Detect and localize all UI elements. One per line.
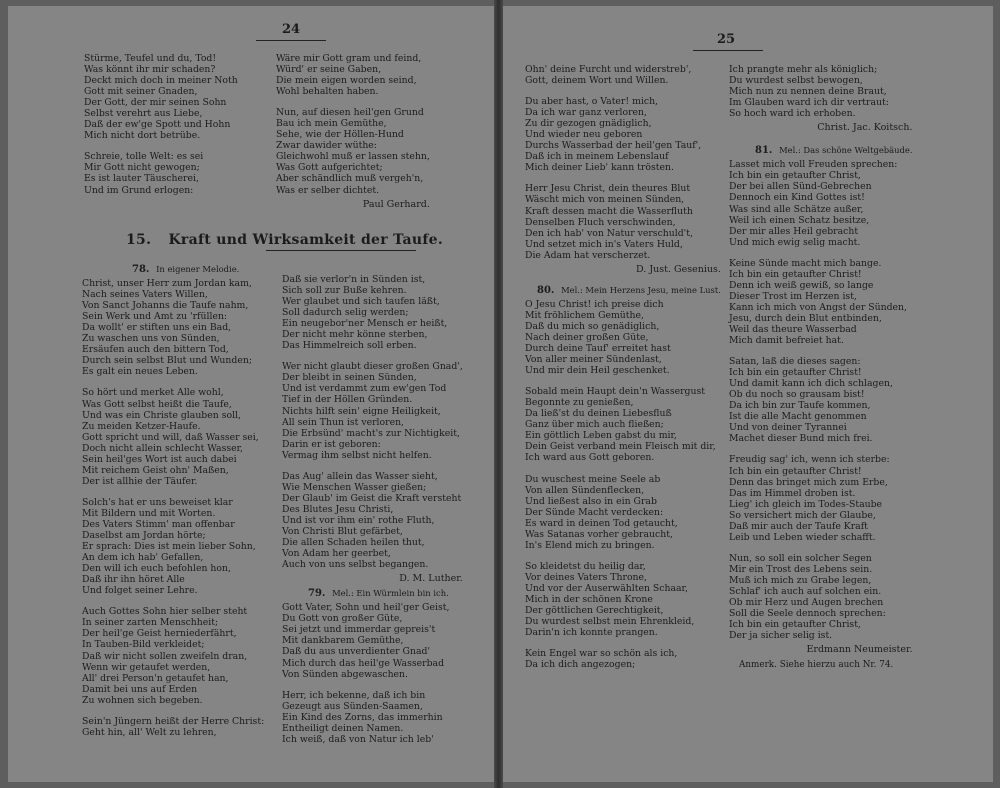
verse-line: Die mein eigen worden seind, — [276, 75, 417, 87]
verse-line: Von Sünden abgewaschen. — [282, 668, 408, 680]
left-col2-top-lines — [276, 53, 430, 196]
verse-line: Weil ich einen Schatz besitze, — [729, 214, 870, 226]
verse-line: Wenn wir getaufet werden, — [82, 661, 211, 673]
verse-line: An dem ich hab' Gefallen, — [82, 552, 204, 564]
verse-line: Muß ich mich zu Grabe legen, — [729, 574, 872, 586]
verse-line: All' drei Person'n getaufet han, — [82, 672, 229, 684]
stanza-gap — [729, 346, 913, 356]
verse-line: Die allen Schaden heilen thut, — [282, 537, 425, 549]
page-number: 24 — [281, 22, 301, 37]
verse-line: Er sprach: Dies ist mein lieber Sohn, — [82, 541, 256, 553]
verse-line: Dein Geist verband mein Fleisch mit dir, — [525, 441, 716, 453]
section-title-rule — [266, 250, 416, 251]
verse-line: Gleichwohl muß er lassen stehn, — [276, 151, 430, 163]
verse-line: Zu wohnen sich begeben. — [82, 694, 203, 706]
verse-line: Gott, deinem Wort und Willen. — [525, 75, 669, 87]
stanza-gap — [276, 97, 430, 107]
verse-line: Wer nicht glaubt dieser großen Gnad', — [282, 361, 463, 373]
stanza-gap — [525, 464, 721, 474]
verse-line: Der nicht mehr könne sterben, — [282, 329, 428, 341]
verse-line: Ist die alle Macht genommen — [729, 411, 867, 423]
verse-line: Auch Gottes Sohn hier selber steht — [82, 606, 248, 618]
verse-line: Nichts hilft sein' eigne Heiligkeit, — [282, 405, 441, 417]
verse-line: Denn ich weiß gewiß, so lange — [729, 279, 874, 291]
verse-line: Daß der ew'ge Spott und Hohn — [84, 119, 231, 131]
verse-line: Das Aug' allein das Wasser sieht, — [282, 470, 438, 482]
verse-line: Der Gott, der mir seinen Sohn — [84, 97, 227, 109]
verse-line: Mit fröhlichem Gemüthe, — [525, 309, 644, 321]
verse-line: Mich nun zu nennen deine Braut, — [729, 86, 887, 98]
verse-line: Ob du noch so grausam bist! — [729, 389, 865, 401]
verse-line: Mich damit befreiet hat. — [729, 335, 844, 347]
verse-line: Nach deiner großen Güte, — [525, 331, 649, 343]
verse-line: In's Elend mich zu bringen. — [525, 539, 655, 551]
verse-line: In Tauben-Bild verkleidet; — [82, 639, 205, 651]
stanza-gap — [525, 638, 721, 648]
verse-line: Nun, so soll ein solcher Segen — [729, 552, 872, 564]
verse-line: Kann ich mich von Angst der Sünden, — [729, 301, 907, 313]
verse-line: Und damit kann ich dich schlagen, — [729, 378, 893, 390]
verse-line: So kleidetst du heilig dar, — [525, 560, 646, 572]
author-gesenius: D. Just. Gesenius. — [636, 263, 721, 275]
hymn-81-number: 81. — [755, 145, 773, 157]
stanza-gap — [729, 444, 913, 454]
verse-line: Du wurdest selbst bewogen, — [729, 75, 863, 87]
verse-line: Und im Grund erlogen: — [84, 184, 194, 196]
verse-line: Leib und Leben wieder schafft. — [729, 531, 876, 543]
verse-line: Mich deiner Lieb' kann trösten. — [525, 162, 674, 174]
verse-line: All sein Thun ist verloren, — [282, 416, 405, 428]
verse-line: Daß wir nicht sollen zweifeln dran, — [82, 650, 248, 662]
stanza-gap — [729, 248, 913, 258]
verse-line: Ich bin ein getaufter Christ, — [729, 619, 861, 631]
verse-line: Mich durch das heil'ge Wasserbad — [282, 657, 445, 669]
verse-line: Schlaf' ich auch auf solchen ein. — [729, 585, 882, 597]
author-neumeister: Erdmann Neumeister. — [806, 644, 913, 656]
verse-line: Lasset mich voll Freuden sprechen: — [729, 159, 898, 171]
verse-line: Zu waschen uns von Sünden, — [82, 333, 220, 345]
verse-line: Mich in der schönen Krone — [525, 593, 653, 605]
verse-line: Solch's hat er uns beweiset klar — [82, 496, 233, 508]
verse-line: Von Christi Blut gefärbet, — [282, 525, 403, 537]
verse-line: Wäre mir Gott gram und feind, — [276, 53, 422, 64]
verse-line: Mit dankbarem Gemüthe, — [282, 635, 404, 647]
verse-line: Denselben Fluch verschwinden, — [525, 216, 676, 228]
verse-line: Da ich war ganz verloren, — [525, 107, 647, 119]
verse-line: Es ist lauter Täuscherei, — [84, 173, 199, 185]
verse-line: Der Glaub' im Geist die Kraft versteht — [282, 492, 462, 504]
left-col1-bottom-lines — [82, 278, 264, 738]
verse-line: Es galt ein neues Leben. — [82, 366, 198, 378]
verse-line: Dennoch ein Kind Gottes ist! — [729, 192, 865, 204]
stanza-gap — [82, 706, 264, 716]
section-title-text: Kraft und Wirksamkeit der Taufe. — [168, 232, 444, 248]
right-col2-top-lines — [729, 64, 913, 119]
right-col1-top — [525, 64, 721, 670]
section-title — [126, 232, 443, 248]
verse-line: Daß mir auch der Taufe Kraft — [729, 520, 868, 532]
verse-line: Die Adam hat verscherzet. — [525, 249, 651, 261]
right-page — [503, 6, 993, 782]
verse-line: Von Adam her geerbet, — [282, 548, 391, 560]
verse-line: Nun, auf diesen heil'gen Grund — [276, 107, 424, 119]
verse-line: Zu dir gezogen gnädiglich, — [525, 118, 652, 130]
verse-line: Wie Menschen Wasser gießen; — [282, 481, 427, 493]
verse-line: Du wuschest meine Seele ab — [525, 473, 661, 485]
verse-line: Was er selber dichtet. — [276, 184, 380, 196]
verse-line: Sein'n Jüngern heißt der Herre Christ: — [82, 715, 265, 727]
verse-line: Sein Werk und Amt zu 'rfüllen: — [82, 311, 228, 323]
verse-line: Freudig sag' ich, wenn ich sterbe: — [729, 454, 890, 466]
verse-line: Geht hin, all' Welt zu lehren, — [82, 726, 217, 738]
verse-line: Das Himmelreich soll erben. — [282, 340, 417, 352]
verse-line: Der ja sicher selig ist. — [729, 630, 833, 642]
verse-line: Würd' er seine Gaben, — [276, 64, 382, 76]
verse-line: O Jesu Christ! ich preise dich — [525, 298, 664, 310]
stanza-gap — [82, 487, 264, 497]
verse-line: Wer glaubet und sich taufen läßt, — [282, 296, 440, 308]
hymn-79-heading — [308, 588, 463, 599]
hymn-80-number: 80. — [537, 284, 555, 296]
verse-line: Da ich dich angezogen; — [525, 659, 636, 671]
hymn-79-melody: Mel.: Ein Würmlein bin ich. — [332, 588, 449, 599]
author-luther: D. M. Luther. — [399, 573, 463, 585]
verse-line: Von Sanct Johanns die Taufe nahm, — [82, 300, 249, 312]
verse-line: Was könnt ihr mir schaden? — [84, 64, 216, 76]
verse-line: Was Gott selbst heißt die Taufe, — [82, 398, 232, 410]
verse-line: Daß du mich so genädiglich, — [525, 320, 660, 332]
verse-line: Der ist allhie der Täufer. — [82, 475, 198, 487]
verse-line: Christ, unser Herr zum Jordan kam, — [82, 278, 252, 290]
verse-line: Mir Gott nicht gewogen; — [84, 162, 200, 174]
stanza-gap — [729, 543, 913, 553]
verse-line: Ganz über mich auch fließen; — [525, 419, 664, 431]
verse-line: Ich prangte mehr als königlich; — [729, 64, 878, 75]
verse-line: Daß sie verlor'n in Sünden ist, — [282, 274, 426, 285]
verse-line: Aber schändlich muß vergeh'n, — [276, 173, 424, 185]
verse-line: Die Erbsünd' macht's zur Nichtigkeit, — [282, 427, 460, 439]
verse-line: Du wurdest selbst mein Ehrenkleid, — [525, 616, 695, 628]
verse-line: Gezeugt aus Sünden-Saamen, — [282, 700, 423, 712]
verse-line: Darin'n ich konnte prangen. — [525, 627, 658, 639]
verse-line: Da wollt' er stiften uns ein Bad, — [82, 322, 232, 334]
verse-line: Und was ein Christe glauben soll, — [82, 409, 241, 421]
right-col2-bottom-lines — [729, 159, 913, 641]
stanza-gap — [82, 596, 264, 606]
hymn-79-number: 79. — [308, 588, 326, 600]
verse-line: Du Gott von großer Güte, — [282, 613, 403, 625]
hymn-78-melody: In eigener Melodie. — [156, 264, 240, 274]
hymn-80-heading — [537, 285, 721, 296]
verse-line: Herr Jesu Christ, dein theures Blut — [525, 183, 691, 195]
verse-line: Es ward in deinen Tod getaucht, — [525, 517, 678, 529]
left-col2-top — [276, 53, 430, 210]
verse-line: Von allen Sündenflecken, — [525, 484, 645, 496]
verse-line: Soll dadurch selig werden; — [282, 307, 409, 319]
verse-line: Durch deine Tauf' erreitet hast — [525, 343, 671, 355]
verse-line: Gott mit seiner Gnaden, — [84, 86, 198, 98]
verse-line: Denn das bringet mich zum Erbe, — [729, 476, 888, 488]
verse-line: Und setzet mich in's Vaters Huld, — [525, 238, 683, 250]
verse-line: Jesu, durch dein Blut entbinden, — [729, 312, 882, 324]
verse-line: Ob mir Herz und Augen brechen — [729, 597, 884, 609]
left-page — [8, 6, 494, 782]
verse-line: Kein Engel war so schön als ich, — [525, 648, 678, 660]
verse-line: Was sind alle Schätze außer, — [729, 203, 864, 215]
hymn-81-heading — [755, 145, 913, 156]
verse-line: Wäscht mich von meinen Sünden, — [525, 194, 685, 206]
verse-line: Da ließ'st du deinen Liebesfluß — [525, 408, 672, 420]
stanza-gap — [525, 551, 721, 561]
verse-line: Der Sünde Macht verdecken: — [525, 506, 664, 518]
verse-line: Vermag ihm selbst nicht helfen. — [282, 449, 432, 461]
verse-line: Sein heil'ges Wort ist auch dabei — [82, 453, 237, 465]
page-number-rule — [693, 50, 763, 51]
verse-line: Der bleibt in seinen Sünden, — [282, 372, 417, 384]
verse-line: Herr, ich bekenne, daß ich bin — [282, 689, 426, 701]
verse-line: Daß ich in meinem Lebenslauf — [525, 151, 669, 163]
verse-line: Zu meiden Ketzer-Haufe. — [82, 420, 201, 432]
page-number-rule — [256, 40, 326, 41]
verse-line: Gott Vater, Sohn und heil'ger Geist, — [282, 602, 450, 614]
verse-line: Mir ein Trost des Lebens sein. — [729, 563, 873, 575]
verse-line: Tief in der Höllen Gründen. — [282, 394, 413, 406]
hymn-81-melody: Mel.: Das schöne Weltgebäude. — [779, 145, 913, 156]
verse-line: Keine Sünde macht mich bange. — [729, 257, 882, 269]
verse-line: Deckt mich doch in meiner Noth — [84, 75, 238, 87]
verse-line: Den will ich euch befohlen hon, — [82, 563, 231, 575]
verse-line: Das im Himmel droben ist. — [729, 487, 856, 499]
verse-line: Daß ihr ihn höret Alle — [82, 574, 185, 586]
stanza-gap — [282, 351, 463, 361]
verse-line: Der göttlichen Gerechtigkeit, — [525, 605, 664, 617]
left-col1-bottom — [82, 260, 264, 738]
verse-line: Zwar dawider wüthe: — [276, 140, 377, 152]
verse-line: Ich bin ein getaufter Christ! — [729, 465, 862, 477]
verse-line: Machet dieser Bund mich frei. — [729, 433, 873, 445]
verse-line: Und ist vor ihm ein' rothe Fluth, — [282, 514, 435, 526]
verse-line: Mit reichem Geist ohn' Maßen, — [82, 464, 229, 476]
verse-line: Der mir alles Heil gebracht — [729, 225, 859, 237]
author-gerhard: Paul Gerhard. — [362, 198, 430, 210]
verse-line: In seiner zarten Menschheit; — [82, 617, 219, 629]
verse-line: Was Gott aufgerichtet; — [276, 162, 383, 174]
verse-line: Lieg' ich gleich im Todes-Staube — [729, 498, 883, 510]
verse-line: Von aller meiner Sündenlast, — [525, 354, 662, 366]
left-col1-top — [84, 53, 238, 196]
stanza-gap — [82, 377, 264, 387]
verse-line: Und ist verdammt zum ew'gen Tod — [282, 383, 447, 395]
stanza-gap — [282, 461, 463, 471]
verse-line: Und vor der Auserwählten Schaar, — [525, 582, 688, 594]
verse-line: Durchs Wasserbad der heil'gen Tauf', — [525, 140, 702, 152]
verse-line: Daß du aus unverdienter Gnad' — [282, 646, 431, 658]
verse-line: Vor deines Vaters Throne, — [525, 571, 647, 583]
hymn-79-lines — [282, 602, 463, 745]
verse-line: Und folget seiner Lehre. — [82, 585, 198, 597]
stanza-gap — [84, 141, 238, 151]
verse-line: Mich nicht dort betrübe. — [84, 130, 201, 142]
verse-line: Sich soll zur Buße kehren. — [282, 285, 407, 297]
verse-line: Entheiligt deinen Namen. — [282, 722, 404, 734]
verse-line: Daselbst am Jordan hörte; — [82, 530, 206, 542]
verse-line: Mit Bildern und mit Worten. — [82, 507, 216, 519]
verse-line: Ein Kind des Zorns, das immerhin — [282, 711, 443, 723]
verse-line: Begonnte zu genießen, — [525, 397, 634, 409]
verse-line: Ein neugebor'ner Mensch er heißt, — [282, 318, 448, 330]
hymn-78-number: 78. — [132, 264, 150, 275]
stanza-gap — [282, 680, 463, 690]
verse-line: Und von deiner Tyrannei — [729, 422, 847, 434]
verse-line: Auch von uns selbst begangen. — [282, 559, 429, 571]
verse-line: Des Vaters Stimm' man offenbar — [82, 518, 235, 530]
verse-line: Ich ward aus Gott geboren. — [525, 452, 655, 464]
verse-line: Im Glauben ward ich dir vertraut: — [729, 97, 889, 109]
left-col2-bottom — [282, 274, 463, 745]
verse-line: Weil das theure Wasserbad — [729, 323, 857, 335]
verse-line: Gott spricht und will, daß Wasser sei, — [82, 431, 259, 443]
stanza-gap — [525, 173, 721, 183]
verse-line: Damit bei uns auf Erden — [82, 683, 198, 695]
verse-line: Und wieder neu geboren — [525, 129, 643, 141]
verse-line: Kraft dessen macht die Wasserfluth — [525, 205, 693, 217]
verse-line: Soll die Seele dennoch sprechen: — [729, 608, 886, 620]
book-gutter — [494, 0, 503, 788]
verse-line: So hört und merket Alle wohl, — [82, 387, 224, 399]
hymn-78-heading — [132, 264, 264, 275]
verse-line: Bau ich mein Gemüthe, — [276, 118, 387, 130]
verse-line: Darin er ist geboren: — [282, 438, 381, 450]
verse-line: Satan, laß die dieses sagen: — [729, 356, 861, 368]
verse-line: Doch nicht allein schlecht Wasser, — [82, 442, 243, 454]
right-col1-top-lines — [525, 64, 721, 261]
verse-line: Ein göttlich Leben gabst du mir, — [525, 430, 677, 442]
stanza-gap — [525, 376, 721, 386]
verse-line: Dieser Trost im Herzen ist, — [729, 290, 857, 302]
verse-line: Und mir dein Heil geschenket. — [525, 365, 670, 377]
verse-line: Nach seines Vaters Willen, — [82, 289, 208, 301]
footnote: Anmerk. Siehe hierzu auch Nr. 74. — [739, 660, 894, 671]
verse-line: Ersäufen auch den bittern Tod, — [82, 344, 229, 356]
verse-line: Ich weiß, daß von Natur ich leb' — [282, 733, 434, 745]
left-col2-bottom-lines — [282, 274, 463, 570]
verse-line: Der heil'ge Geist herniederfährt, — [82, 628, 237, 640]
right-col1-bottom-lines — [525, 299, 721, 670]
verse-line: Und ließest also in ein Grab — [525, 495, 657, 507]
verse-line: Den ich hab' von Natur verschuld't, — [525, 227, 693, 239]
author-koitsch: Christ. Jac. Koitsch. — [817, 122, 913, 134]
verse-line: Und mich ewig selig macht. — [729, 236, 861, 248]
hymn-80-melody: Mel.: Mein Herzens Jesu, meine Lust. — [561, 284, 721, 295]
verse-line: Da ich bin zur Taufe kommen, — [729, 400, 871, 412]
verse-line: Durch sein selbst Blut und Wunden; — [82, 355, 252, 367]
verse-line: Du aber hast, o Vater! mich, — [525, 96, 659, 108]
verse-line: Wohl behalten haben. — [276, 86, 379, 98]
verse-line: Der bei allen Sünd-Gebrechen — [729, 181, 872, 193]
verse-line: Sehe, wie der Höllen-Hund — [276, 129, 404, 141]
verse-line: Stürme, Teufel und du, Tod! — [84, 53, 217, 64]
verse-line: Selbst verehrt aus Liebe, — [84, 108, 203, 120]
verse-line: So hoch ward ich erhoben. — [729, 108, 856, 120]
verse-line: Schreie, tolle Welt: es sei — [84, 151, 204, 163]
verse-line: So versichert mich der Glaube, — [729, 509, 876, 521]
verse-line: Sobald mein Haupt dein'n Wassergust — [525, 386, 705, 398]
verse-line: Ohn' deine Furcht und widerstreb', — [525, 64, 692, 75]
verse-line: Ich bin ein getaufter Christ! — [729, 367, 862, 379]
verse-line: Ich bin ein getaufter Christ, — [729, 170, 861, 182]
section-number: 15. — [126, 232, 152, 248]
verse-line: Was Satanas vorher gebraucht, — [525, 528, 673, 540]
right-col2 — [729, 64, 913, 671]
verse-line: Des Blutes Jesu Christi, — [282, 503, 394, 515]
verse-line: Sei jetzt und immerdar gepreis't — [282, 624, 436, 636]
page-number: 25 — [716, 32, 736, 47]
stanza-gap — [525, 86, 721, 96]
verse-line: Ich bin ein getaufter Christ! — [729, 268, 862, 280]
